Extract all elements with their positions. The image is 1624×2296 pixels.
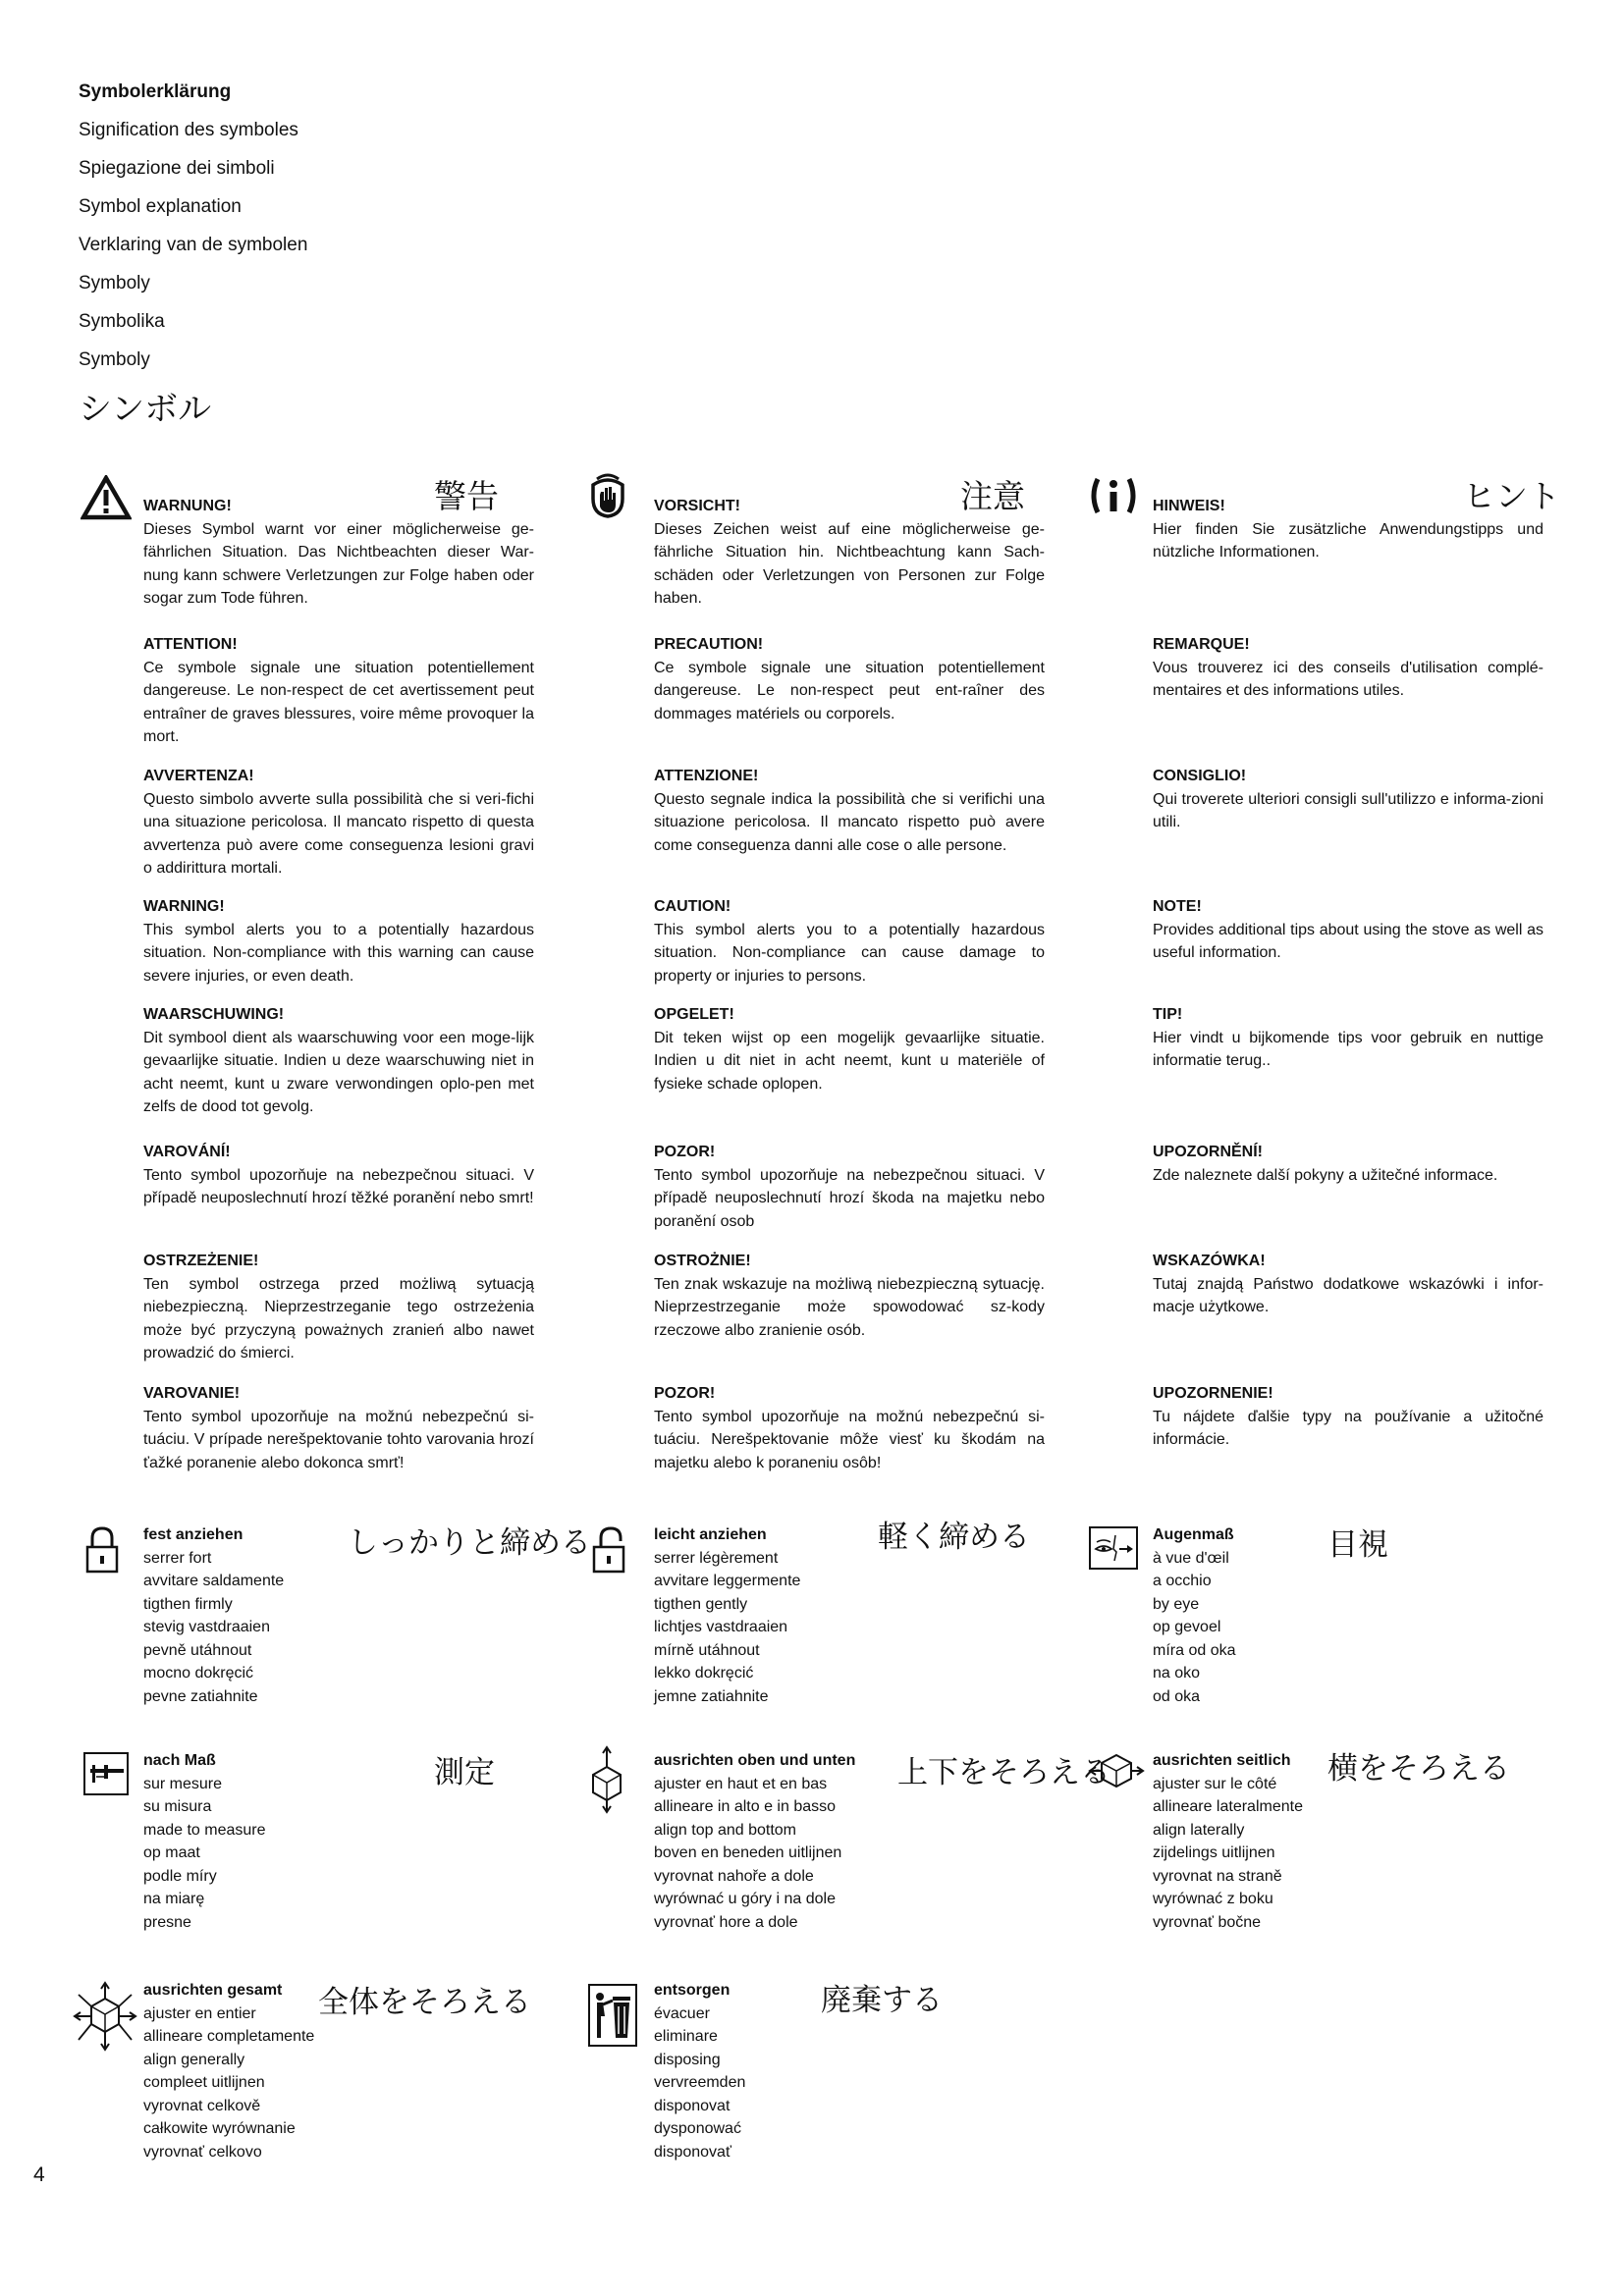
hint-para: NOTE! Provides additional tips about using the stove as well as useful information. [1153, 898, 1543, 961]
symbol-jp-label: 測定 [434, 1755, 495, 1789]
title-sk: Symboly [79, 349, 150, 370]
caution-para: VORSICHT! Dieses Zeichen weist auf eine möglicherweise ge-fährliche Situation hin. Nichtbeachtung kann Sach-schäden oder Verletzungen von Personen zur Folge haben. [654, 498, 1045, 607]
symbol-ausrichten-gesamt: ausrichten gesamt ajuster en entier allineare completamente align generally compleet uitlijnen vyrovnat celkově całkowite wyrównanie vyrovnať celkovo [143, 1982, 315, 2161]
info-icon [1088, 473, 1139, 518]
warning-jp-title: 警告 [434, 478, 499, 514]
symbol-jp-label: しっかりと締める [348, 1525, 591, 1560]
symbol-jp-label: 全体をそろえる [318, 1985, 531, 2019]
symbol-entsorgen: entsorgen évacuer eliminare disposing vervreemden disponovat dysponować disponovať [654, 1982, 746, 2161]
caution-para: OPGELET! Dit teken wijst op een mogelijk gevaarlijke situatie. Indien u dit niet in acht neemt, kunt u materiële of fysieke schade oplopen. [654, 1006, 1045, 1093]
warning-para: VAROVANIE! Tento symbol upozorňuje na možnú nebezpečnú si-tuáciu. V prípade nerešpektovanie tohto varovania hrozí ťažké poranenie alebo dokonca smrť! [143, 1385, 534, 1471]
title-ja: シンボル [79, 391, 212, 428]
align-vertical-icon [589, 1745, 624, 1814]
warning-triangle-icon [81, 475, 132, 520]
title-pl: Symbolika [79, 311, 165, 332]
caution-para: OSTROŻNIE! Ten znak wskazuje na możliwą niebezpieczną sytuację. Nieprzestrzeganie może spowodować sz-kody rzeczowe albo zranienie osób. [654, 1253, 1045, 1339]
title-nl: Verklaring van de symbolen [79, 235, 308, 255]
symbol-jp-label: 軽く締める [878, 1520, 1030, 1554]
symbol-jp-label: 上下をそろえる [897, 1755, 1110, 1789]
warning-para: AVVERTENZA! Questo simbolo avverte sulla possibilità che si veri-fichi una situazione pericolosa. Il mancato rispetto di questa avvertenza può avere come conseguenza lesioni gravi o addirittura mortali. [143, 768, 534, 877]
caution-para: POZOR! Tento symbol upozorňuje na nebezpečnou situaci. V případě neuposlechnutí hrozí škoda na majetku nebo poranění osob [654, 1144, 1045, 1230]
caution-jp-title: 注意 [960, 478, 1025, 514]
hint-para: UPOZORNĚNÍ! Zde naleznete další pokyny a užitečné informace. [1153, 1144, 1498, 1184]
hint-para: UPOZORNENIE! Tu nájdete ďalšie typy na používanie a užitočné informácie. [1153, 1385, 1543, 1448]
caliper-icon [82, 1751, 130, 1796]
hint-para: WSKAZÓWKA! Tutaj znajdą Państwo dodatkowe wskazówki i infor-macje użytkowe. [1153, 1253, 1543, 1315]
warning-para: WARNING! This symbol alerts you to a potentially hazardous situation. Non-compliance with this warning can cause severe injuries, or even death. [143, 898, 534, 985]
symbol-nach-mass: nach Maß sur mesure su misura made to measure op maat podle míry na miarę presne [143, 1752, 266, 1931]
warning-para: ATTENTION! Ce symbole signale une situation potentiellement dangereuse. Le non-respect de cet avertissement peut entraîner de graves blessures, voire même provoquer la mort. [143, 636, 534, 745]
hint-para: CONSIGLIO! Qui troverete ulteriori consigli sull'utilizzo e informa-zioni utili. [1153, 768, 1543, 830]
symbol-jp-label: 廃棄する [821, 1983, 943, 2017]
hint-para: REMARQUE! Vous trouverez ici des conseils d'utilisation complé-mentaires et des informations utiles. [1153, 636, 1543, 699]
symbol-augenmass: Augenmaß à vue d'œil a occhio by eye op gevoel míra od oka na oko od oka [1153, 1526, 1236, 1705]
warning-para: VAROVÁNÍ! Tento symbol upozorňuje na nebezpečnou situaci. V případě neuposlechnutí hrozí těžké poranění nebo smrt! [143, 1144, 534, 1206]
caution-para: POZOR! Tento symbol upozorňuje na možnú nebezpečnú si-tuáciu. Nerešpektovanie môže viesť ku škodám na majetku alebo k poraneniu osôb! [654, 1385, 1045, 1471]
page-number: 4 [33, 2163, 45, 2186]
symbol-leicht-anziehen: leicht anziehen serrer légèrement avvitare leggermente tigthen gently lichtjes vastdraaien mírně utáhnout lekko dokręcić jemne zatiahnite [654, 1526, 801, 1705]
eye-measure-icon [1088, 1525, 1139, 1571]
title-cs: Symboly [79, 273, 150, 294]
align-all-icon [73, 1981, 137, 2054]
symbol-fest-anziehen: fest anziehen serrer fort avvitare saldamente tigthen firmly stevig vastdraaien pevně utáhnout mocno dokręcić pevne zatiahnite [143, 1526, 285, 1705]
warning-para: WARNUNG! Dieses Symbol warnt vor einer möglicherweise ge-fährlichen Situation. Das Nichtbeachten dieser War-nung kann schwere Verletzungen zur Folge haben oder sogar zum Tode führen. [143, 498, 534, 607]
symbol-titles [79, 73, 307, 438]
title-it: Spiegazione dei simboli [79, 158, 275, 179]
caution-para: PRECAUTION! Ce symbole signale une situation potentiellement dangereuse. Le non-respect peut ent-raîner des dommages matériels ou corporels. [654, 636, 1045, 722]
symbol-ausrichten-seitlich: ausrichten seitlich ajuster sur le côté allineare lateralmente align laterally zijdelings uitlijnen vyrovnat na straně wyrównać z boku vyrovnať bočne [1153, 1752, 1303, 1931]
title-fr: Signification des symboles [79, 120, 298, 140]
trash-bin-icon [587, 1983, 638, 2048]
warning-para: OSTRZEŻENIE! Ten symbol ostrzega przed możliwą sytuacją niebezpieczną. Nieprzestrzeganie tego ostrzeżenia może być przyczyną poważnych zranień albo nawet prowadzić do śmierci. [143, 1253, 534, 1362]
title-de: Symbolerklärung [79, 81, 232, 102]
hint-para: HINWEIS! Hier finden Sie zusätzliche Anwendungstipps und nützliche Informationen. [1153, 498, 1543, 561]
symbol-jp-label: 目視 [1327, 1527, 1388, 1562]
title-en: Symbol explanation [79, 196, 242, 217]
symbol-ausrichten-oben-unten: ausrichten oben und unten ajuster en haut et en bas allineare in alto e in basso align top and bottom boven en beneden uitlijnen vyrovnat nahoře a dole wyrównać u góry i na dole vyrovnať hore a dole [654, 1752, 856, 1931]
caution-para: CAUTION! This symbol alerts you to a potentially hazardous situation. Non-compliance can cause damage to property or injuries to persons. [654, 898, 1045, 985]
caution-para: ATTENZIONE! Questo segnale indica la possibilità che si verifichi una situazione pericolosa. Il mancato rispetto può avere come conseguenza danni alle cose o alle persone. [654, 768, 1045, 854]
warning-para: WAARSCHUWING! Dit symbool dient als waarschuwing voor een moge-lijk gevaarlijke situatie. Indien u deze waarschuwing niet in acht neemt, kunt u zware verwondingen oplo-pen met zelfs de dood tot gevolg. [143, 1006, 534, 1115]
lock-closed-icon [84, 1525, 120, 1575]
symbol-jp-label: 横をそろえる [1327, 1751, 1510, 1786]
hint-para: TIP! Hier vindt u bijkomende tips voor gebruik en nuttige informatie terug.. [1153, 1006, 1543, 1069]
hint-jp-title: ヒント [1463, 478, 1560, 514]
caution-hand-icon [587, 473, 628, 518]
lock-open-icon [591, 1525, 626, 1575]
